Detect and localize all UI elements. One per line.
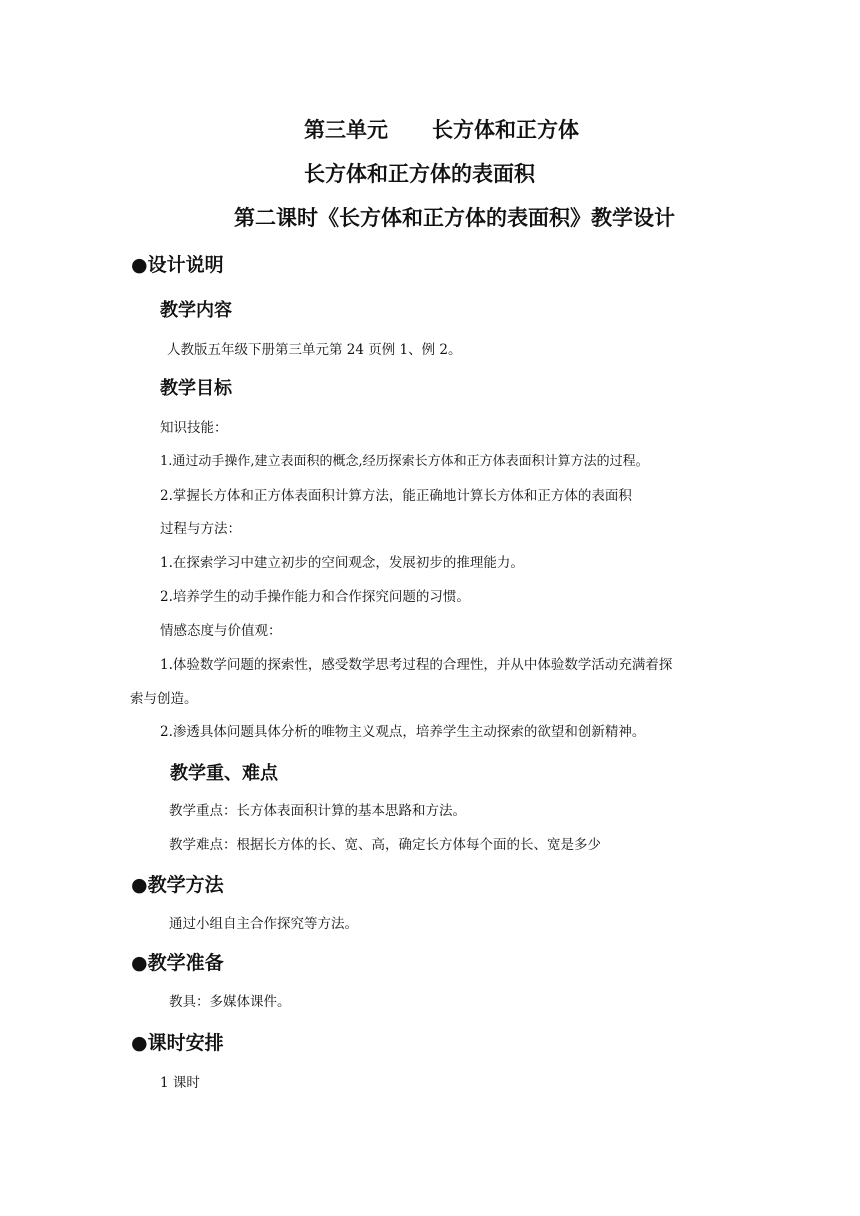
knowledge-item-2: 2.掌握长方体和正方体表面积计算方法，能正确地计算长方体和正方体的表面积 (160, 488, 632, 504)
process-item-2: 2.培养学生的动手操作能力和合作探究问题的习惯。 (160, 589, 470, 605)
process-label: 过程与方法： (160, 521, 241, 537)
key-points-heading: 教学重、难点 (170, 763, 278, 784)
preparation-text: 教具：多媒体课件。 (169, 994, 291, 1010)
unit-topic-title: 长方体和正方体 (432, 118, 579, 142)
teaching-content-heading: 教学内容 (160, 300, 232, 321)
attitude-label: 情感态度与价值观： (160, 623, 282, 639)
lesson-title: 长方体和正方体的表面积 (304, 162, 535, 186)
schedule-heading: ●课时安排 (131, 1032, 224, 1054)
key-point-text: 教学重点：长方体表面积计算的基本思路和方法。 (169, 803, 466, 819)
difficult-point-text: 教学难点：根据长方体的长、宽、高，确定长方体每个面的长、宽是多少 (169, 837, 601, 853)
teaching-goals-heading: 教学目标 (160, 378, 232, 399)
attitude-item-1: 1.体验数学问题的探索性，感受数学思考过程的合理性，并从中体验数学活动充满着探 (160, 657, 673, 673)
methods-heading: ●教学方法 (131, 874, 224, 896)
attitude-item-1-continued: 索与创造。 (130, 691, 198, 707)
process-item-1: 1.在探索学习中建立初步的空间观念，发展初步的推理能力。 (160, 555, 524, 571)
unit-title: 第三单元 (304, 118, 388, 142)
attitude-item-2: 2.渗透具体问题具体分析的唯物主义观点，培养学生主动探索的欲望和创新精神。 (160, 724, 646, 740)
knowledge-label: 知识技能： (160, 420, 228, 436)
teaching-content-text: 人教版五年级下册第三单元第 24 页例 1、例 2。 (167, 342, 462, 358)
schedule-text: 1 课时 (160, 1075, 200, 1091)
design-notes-heading: ●设计说明 (131, 254, 224, 276)
knowledge-item-1: 1.通过动手操作,建立表面积的概念,经历探索长方体和正方体表面积计算方法的过程。 (160, 454, 649, 469)
preparation-heading: ●教学准备 (131, 952, 224, 974)
design-title: 第二课时《长方体和正方体的表面积》教学设计 (234, 206, 675, 230)
methods-text: 通过小组自主合作探究等方法。 (169, 916, 358, 932)
